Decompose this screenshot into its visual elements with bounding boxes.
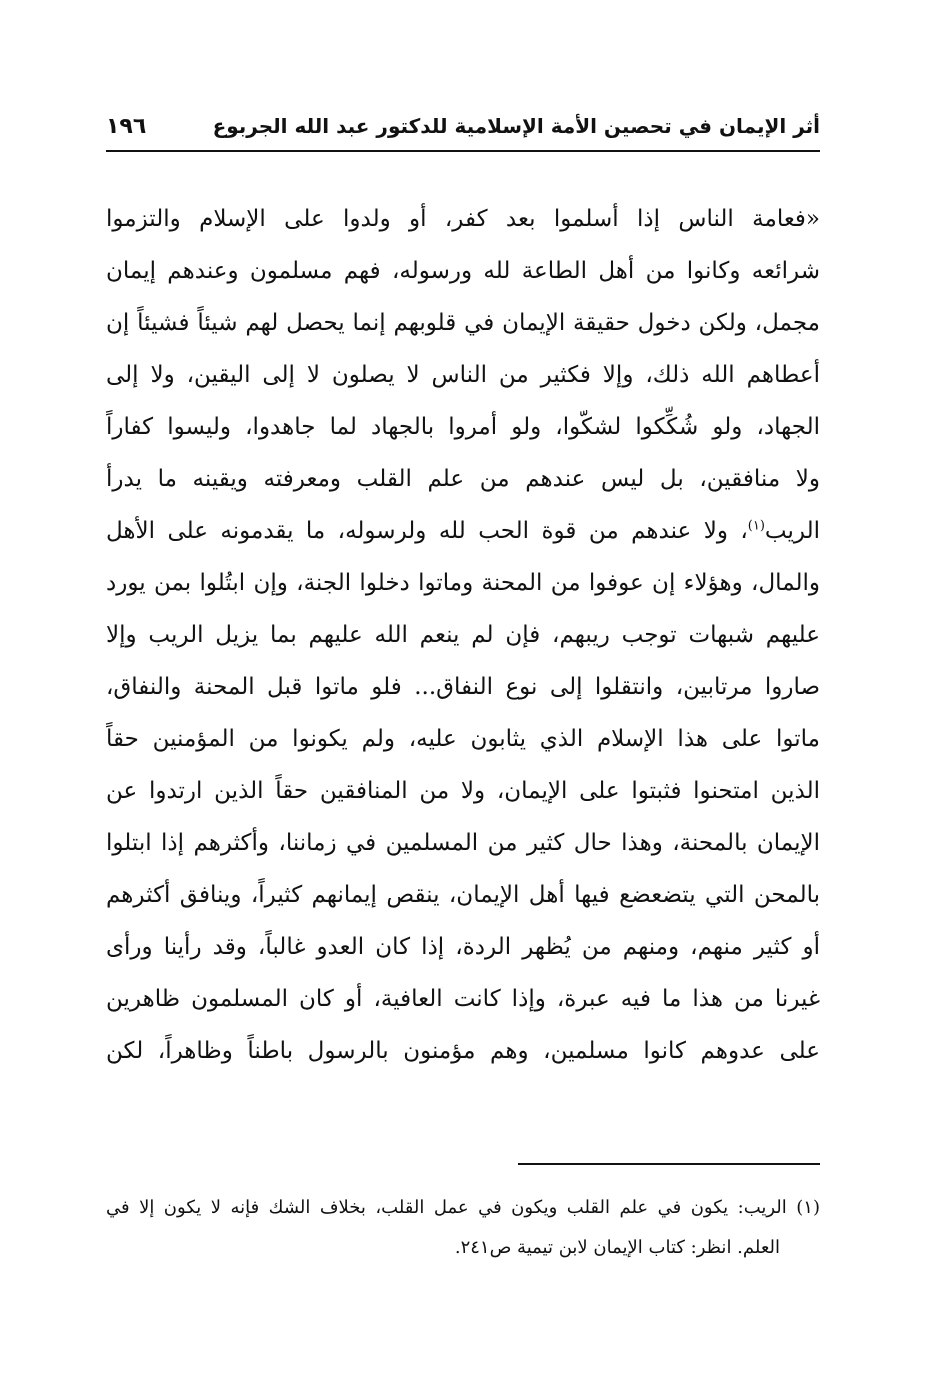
text-segment: الريب bbox=[764, 518, 820, 544]
text-line: ماتوا على هذا الإسلام الذي يثابون عليه، ولم يكونوا من المؤمنين حقاً bbox=[106, 726, 820, 752]
running-header bbox=[106, 104, 820, 148]
text-line: أعطاهم الله ذلك، وإلا فكثير من الناس لا يصلون لا إلى اليقين، ولا إلى bbox=[106, 362, 820, 388]
text-line: والمال، وهؤلاء إن عوفوا من المحنة وماتوا دخلوا الجنة، وإن ابتُلوا بمن يورد bbox=[106, 570, 820, 596]
footnote-separator bbox=[518, 1163, 820, 1165]
footnote-reference[interactable]: (١) bbox=[747, 518, 765, 534]
text-line: على عدوهم كانوا مسلمين، وهم مؤمنون بالرسول باطناً وظاهراً، لكن bbox=[106, 1038, 820, 1064]
main-text bbox=[106, 193, 820, 1077]
text-line: ولا منافقين، بل ليس عندهم من علم القلب ومعرفته ويقينه ما يدرأ bbox=[106, 466, 820, 492]
text-line: غيرنا من هذا ما فيه عبرة، وإذا كانت العافية، أو كان المسلمون ظاهرين bbox=[106, 986, 820, 1012]
text-line: الجهاد، ولو شُكِّكوا لشكّوا، ولو أمروا بالجهاد لما جاهدوا، وليسوا كفاراً bbox=[106, 414, 820, 440]
text-line: أو كثير منهم، ومنهم من يُظهر الردة، إذا كان العدو غالباً، وقد رأينا ورأى bbox=[106, 934, 820, 960]
text-line: مجمل، ولكن دخول حقيقة الإيمان في قلوبهم إنما يحصل لهم شيئاً فشيئاً إن bbox=[106, 310, 820, 336]
text-line: «فعامة الناس إذا أسلموا بعد كفر، أو ولدوا على الإسلام والتزموا bbox=[106, 206, 820, 232]
footnote-line: العلم. انظر: كتاب الإيمان لابن تيمية ص٢٤١. bbox=[454, 1237, 780, 1258]
footnote-line: (١) الريب: يكون في علم القلب ويكون في عمل القلب، بخلاف الشك فإنه لا يكون إلا في bbox=[106, 1197, 820, 1218]
header-rule bbox=[106, 150, 820, 152]
text-line bbox=[106, 505, 820, 557]
text-line: شرائعه وكانوا من أهل الطاعة لله ورسوله، فهم مسلمون وعندهم إيمان bbox=[106, 258, 820, 284]
text-line: الذين امتحنوا فثبتوا على الإيمان، ولا من المنافقين حقاً الذين ارتدوا عن bbox=[106, 778, 820, 804]
text-segment: ، ولا عندهم من قوة الحب لله ولرسوله، ما يقدمونه على الأهل bbox=[106, 518, 748, 544]
text-line: الإيمان بالمحنة، وهذا حال كثير من المسلمين في زماننا، وأكثرهم إذا ابتلوا bbox=[106, 830, 820, 856]
page-number: ١٩٦ bbox=[106, 113, 147, 139]
text-line: بالمحن التي يتضعضع فيها أهل الإيمان، ينقص إيمانهم كثيراً، وينافق أكثرهم bbox=[106, 882, 820, 908]
text-line: عليهم شبهات توجب ريبهم، فإن لم ينعم الله عليهم بما يزيل الريب وإلا bbox=[106, 622, 820, 648]
running-title: أثر الإيمان في تحصين الأمة الإسلامية للدكتور عبد الله الجربوع bbox=[212, 114, 820, 138]
text-line: صاروا مرتابين، وانتقلوا إلى نوع النفاق... فلو ماتوا قبل المحنة والنفاق، bbox=[106, 674, 820, 700]
footnotes bbox=[106, 1188, 820, 1268]
